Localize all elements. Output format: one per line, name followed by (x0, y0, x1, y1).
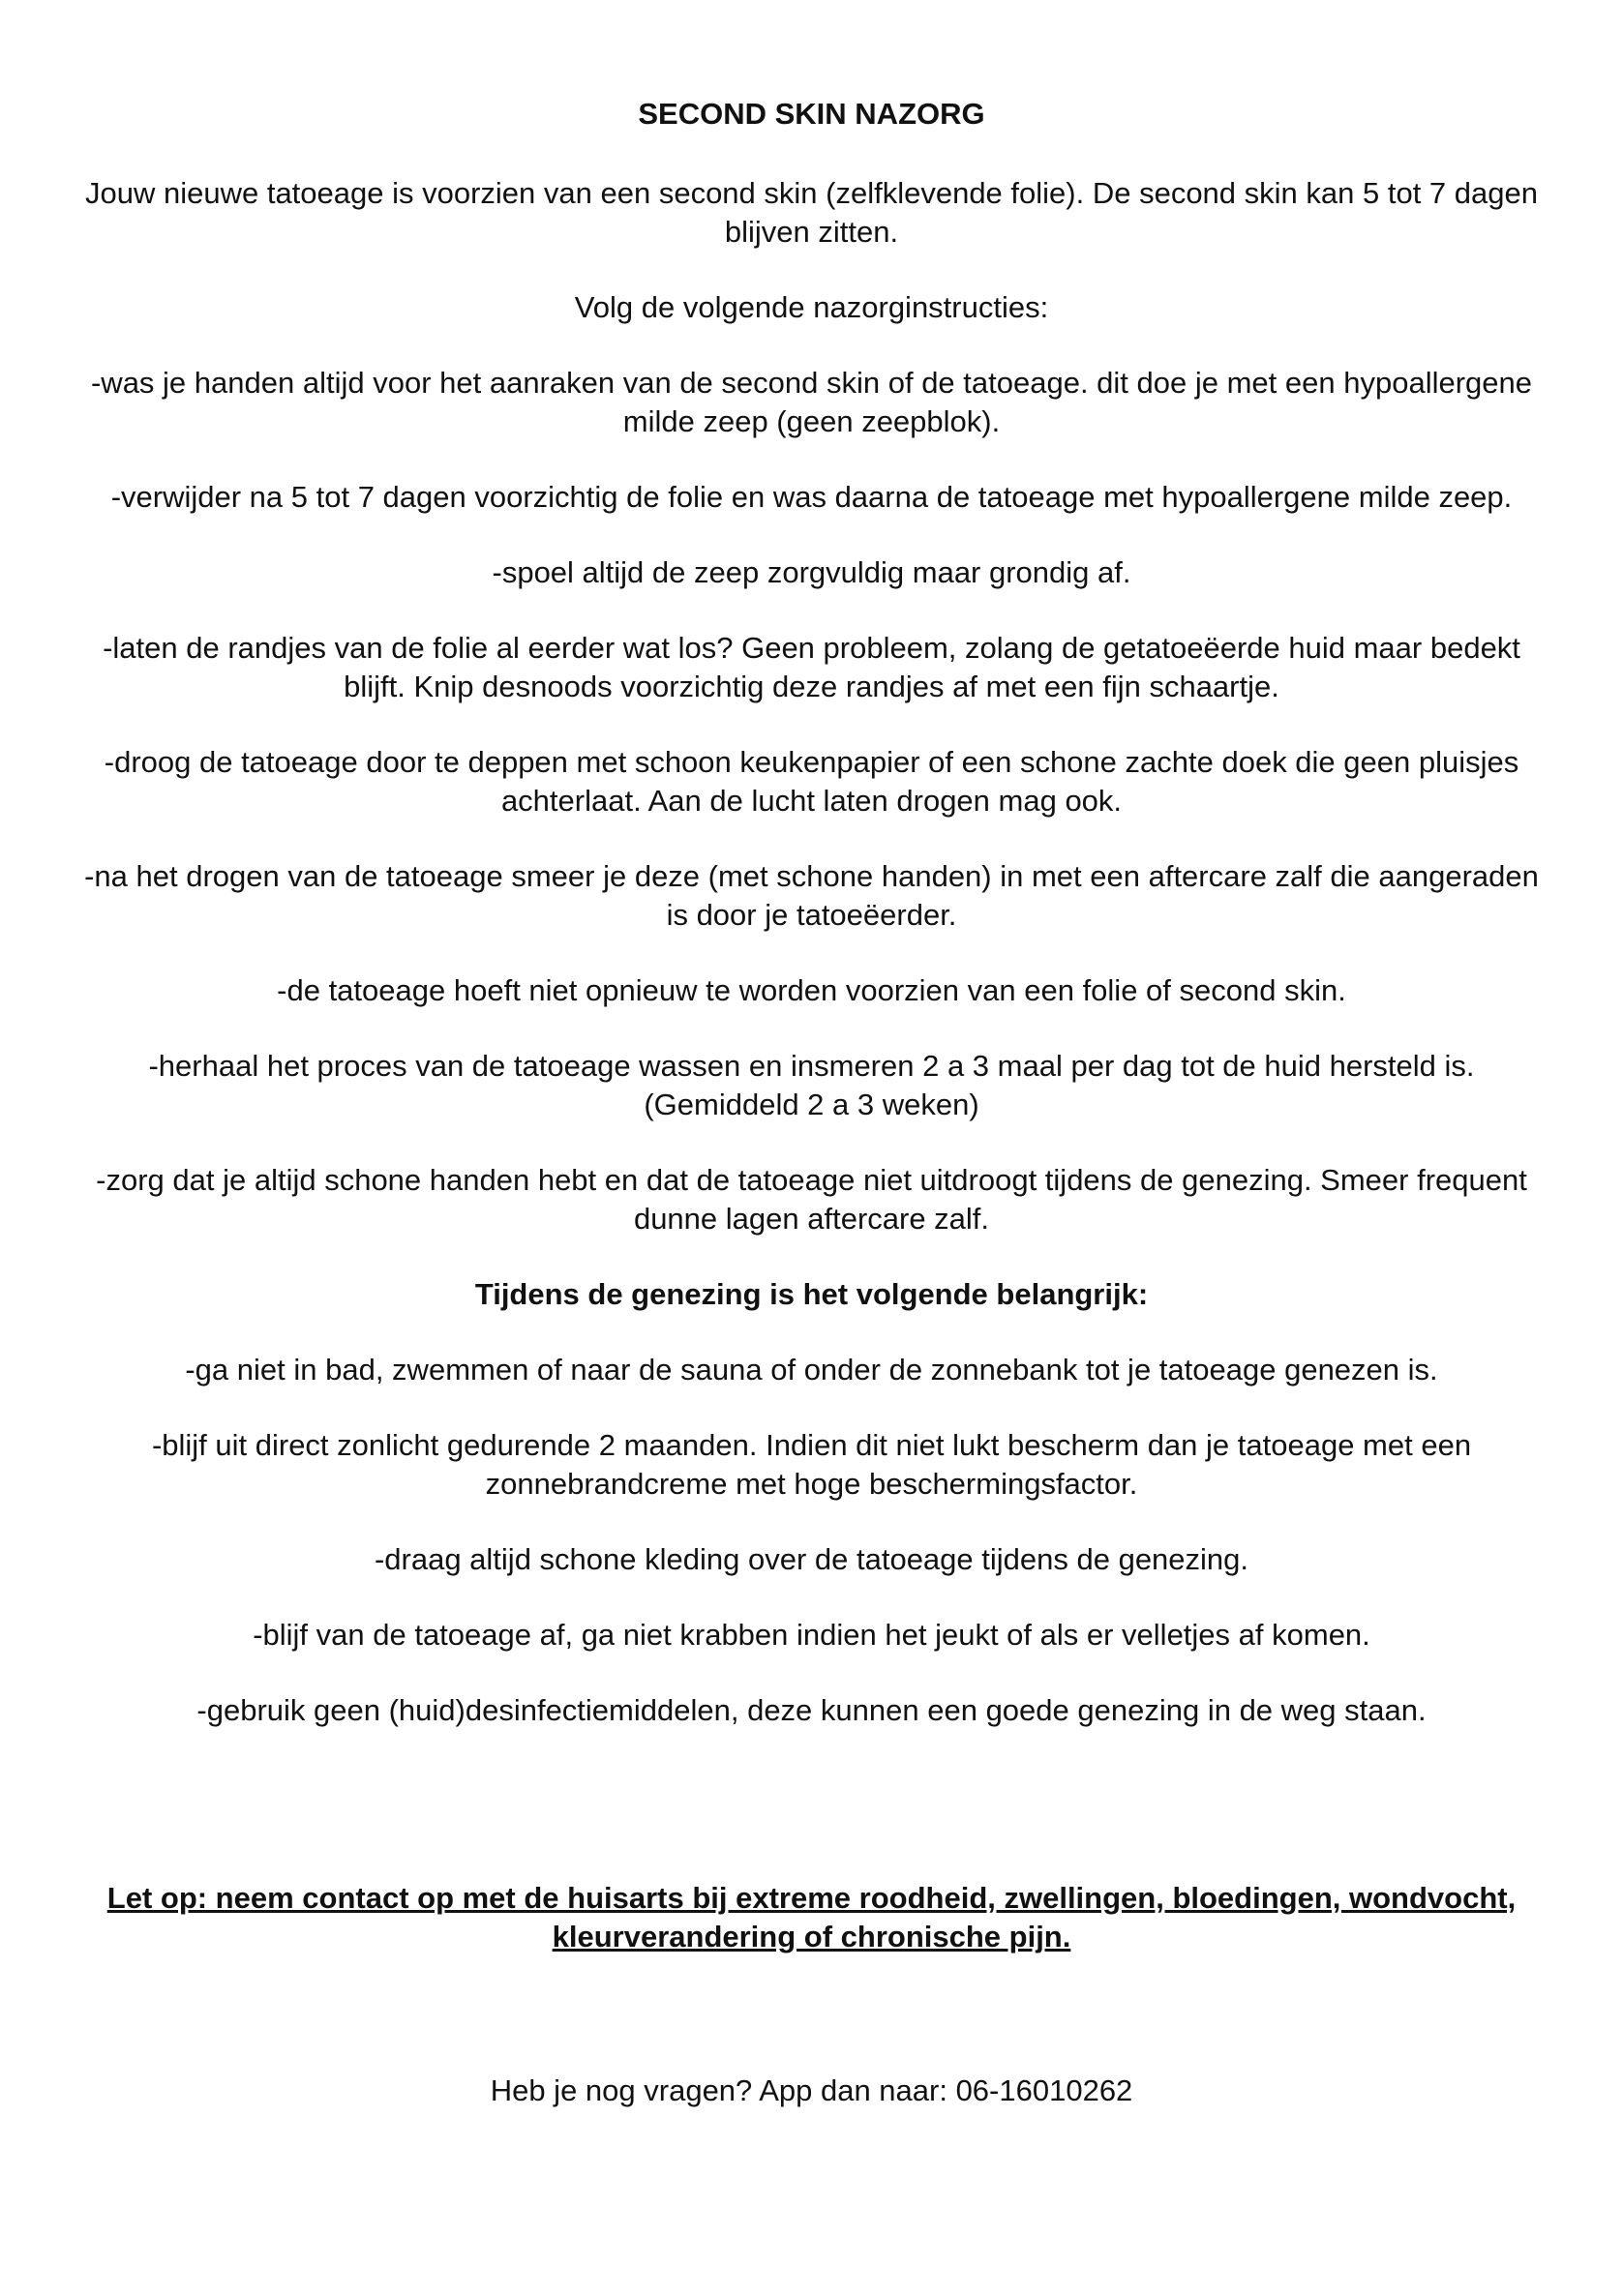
instruction-item: -was je handen altijd voor het aanraken van de second skin of de tatoeage. dit doe je met een hypoallergene milde zeep (geen zeepblok). (90, 366, 1532, 438)
instruction-item: -laten de randjes van de folie al eerder wat los? Geen probleem, zolang de getatoeëerde huid maar bedekt blijft. Knip desnoods voorzichtig deze randjes af met een fijn schaartje. (103, 631, 1520, 703)
intro-paragraph: Jouw nieuwe tatoeage is voorzien van een second skin (zelfklevende folie). De second skin kan 5 tot 7 dagen blijven zitten. (85, 176, 1538, 249)
healing-item: -blijf uit direct zonlicht gedurende 2 maanden. Indien dit niet lukt bescherm dan je tatoeage met een zonnebrandcreme met hoge beschermingsfactor. (151, 1428, 1472, 1501)
document-title: SECOND SKIN NAZORG (638, 97, 985, 131)
healing-heading: Tijdens de genezing is het volgende belangrijk: (474, 1277, 1149, 1311)
healing-item: -ga niet in bad, zwemmen of naar de sauna of onder de zonnebank tot je tatoeage genezen is. (185, 1353, 1438, 1387)
instruction-item: -spoel altijd de zeep zorgvuldig maar grondig af. (492, 555, 1131, 589)
instruction-item: -droog de tatoeage door te deppen met schoon keukenpapier of een schone zachte doek die geen pluisjes achterlaat. Aan de lucht laten drogen mag ook. (104, 745, 1519, 818)
instruction-item: -de tatoeage hoeft niet opnieuw te worden voorzien van een folie of second skin. (277, 973, 1346, 1007)
contact-line: Heb je nog vragen? App dan naar: 06-16010262 (490, 2073, 1133, 2107)
instruction-item: -verwijder na 5 tot 7 dagen voorzichtig de folie en was daarna de tatoeage met hypoallergene milde zeep. (110, 480, 1513, 514)
healing-item: -blijf van de tatoeage af, ga niet krabben indien het jeukt of als er velletjes af komen. (253, 1618, 1370, 1652)
document-body (77, 93, 1546, 1767)
healing-item: -draag altijd schone kleding over de tatoeage tijdens de genezing. (374, 1542, 1249, 1576)
instruction-item: -herhaal het proces van de tatoeage wassen en insmeren 2 a 3 maal per dag tot de huid hersteld is. (Gemiddeld 2 a 3 weken) (148, 1049, 1475, 1121)
instruction-item: -na het drogen van de tatoeage smeer je deze (met schone handen) in met een aftercare zalf die aangeraden is door je tatoeëerder. (84, 859, 1539, 932)
healing-item: -gebruik geen (huid)desinfectiemiddelen, deze kunnen een goede genezing in de weg staan. (196, 1693, 1427, 1727)
warning-notice: Let op: neem contact op met de huisarts bij extreme roodheid, zwellingen, bloedingen, wondvocht, kleurverandering of chronische pijn. (106, 1881, 1517, 1953)
instruction-item: -zorg dat je altijd schone handen hebt en dat de tatoeage niet uitdroogt tijdens de genezing. Smeer frequent dunne lagen aftercare zalf. (96, 1163, 1527, 1236)
instructions-heading: Volg de volgende nazorginstructies: (574, 290, 1049, 324)
